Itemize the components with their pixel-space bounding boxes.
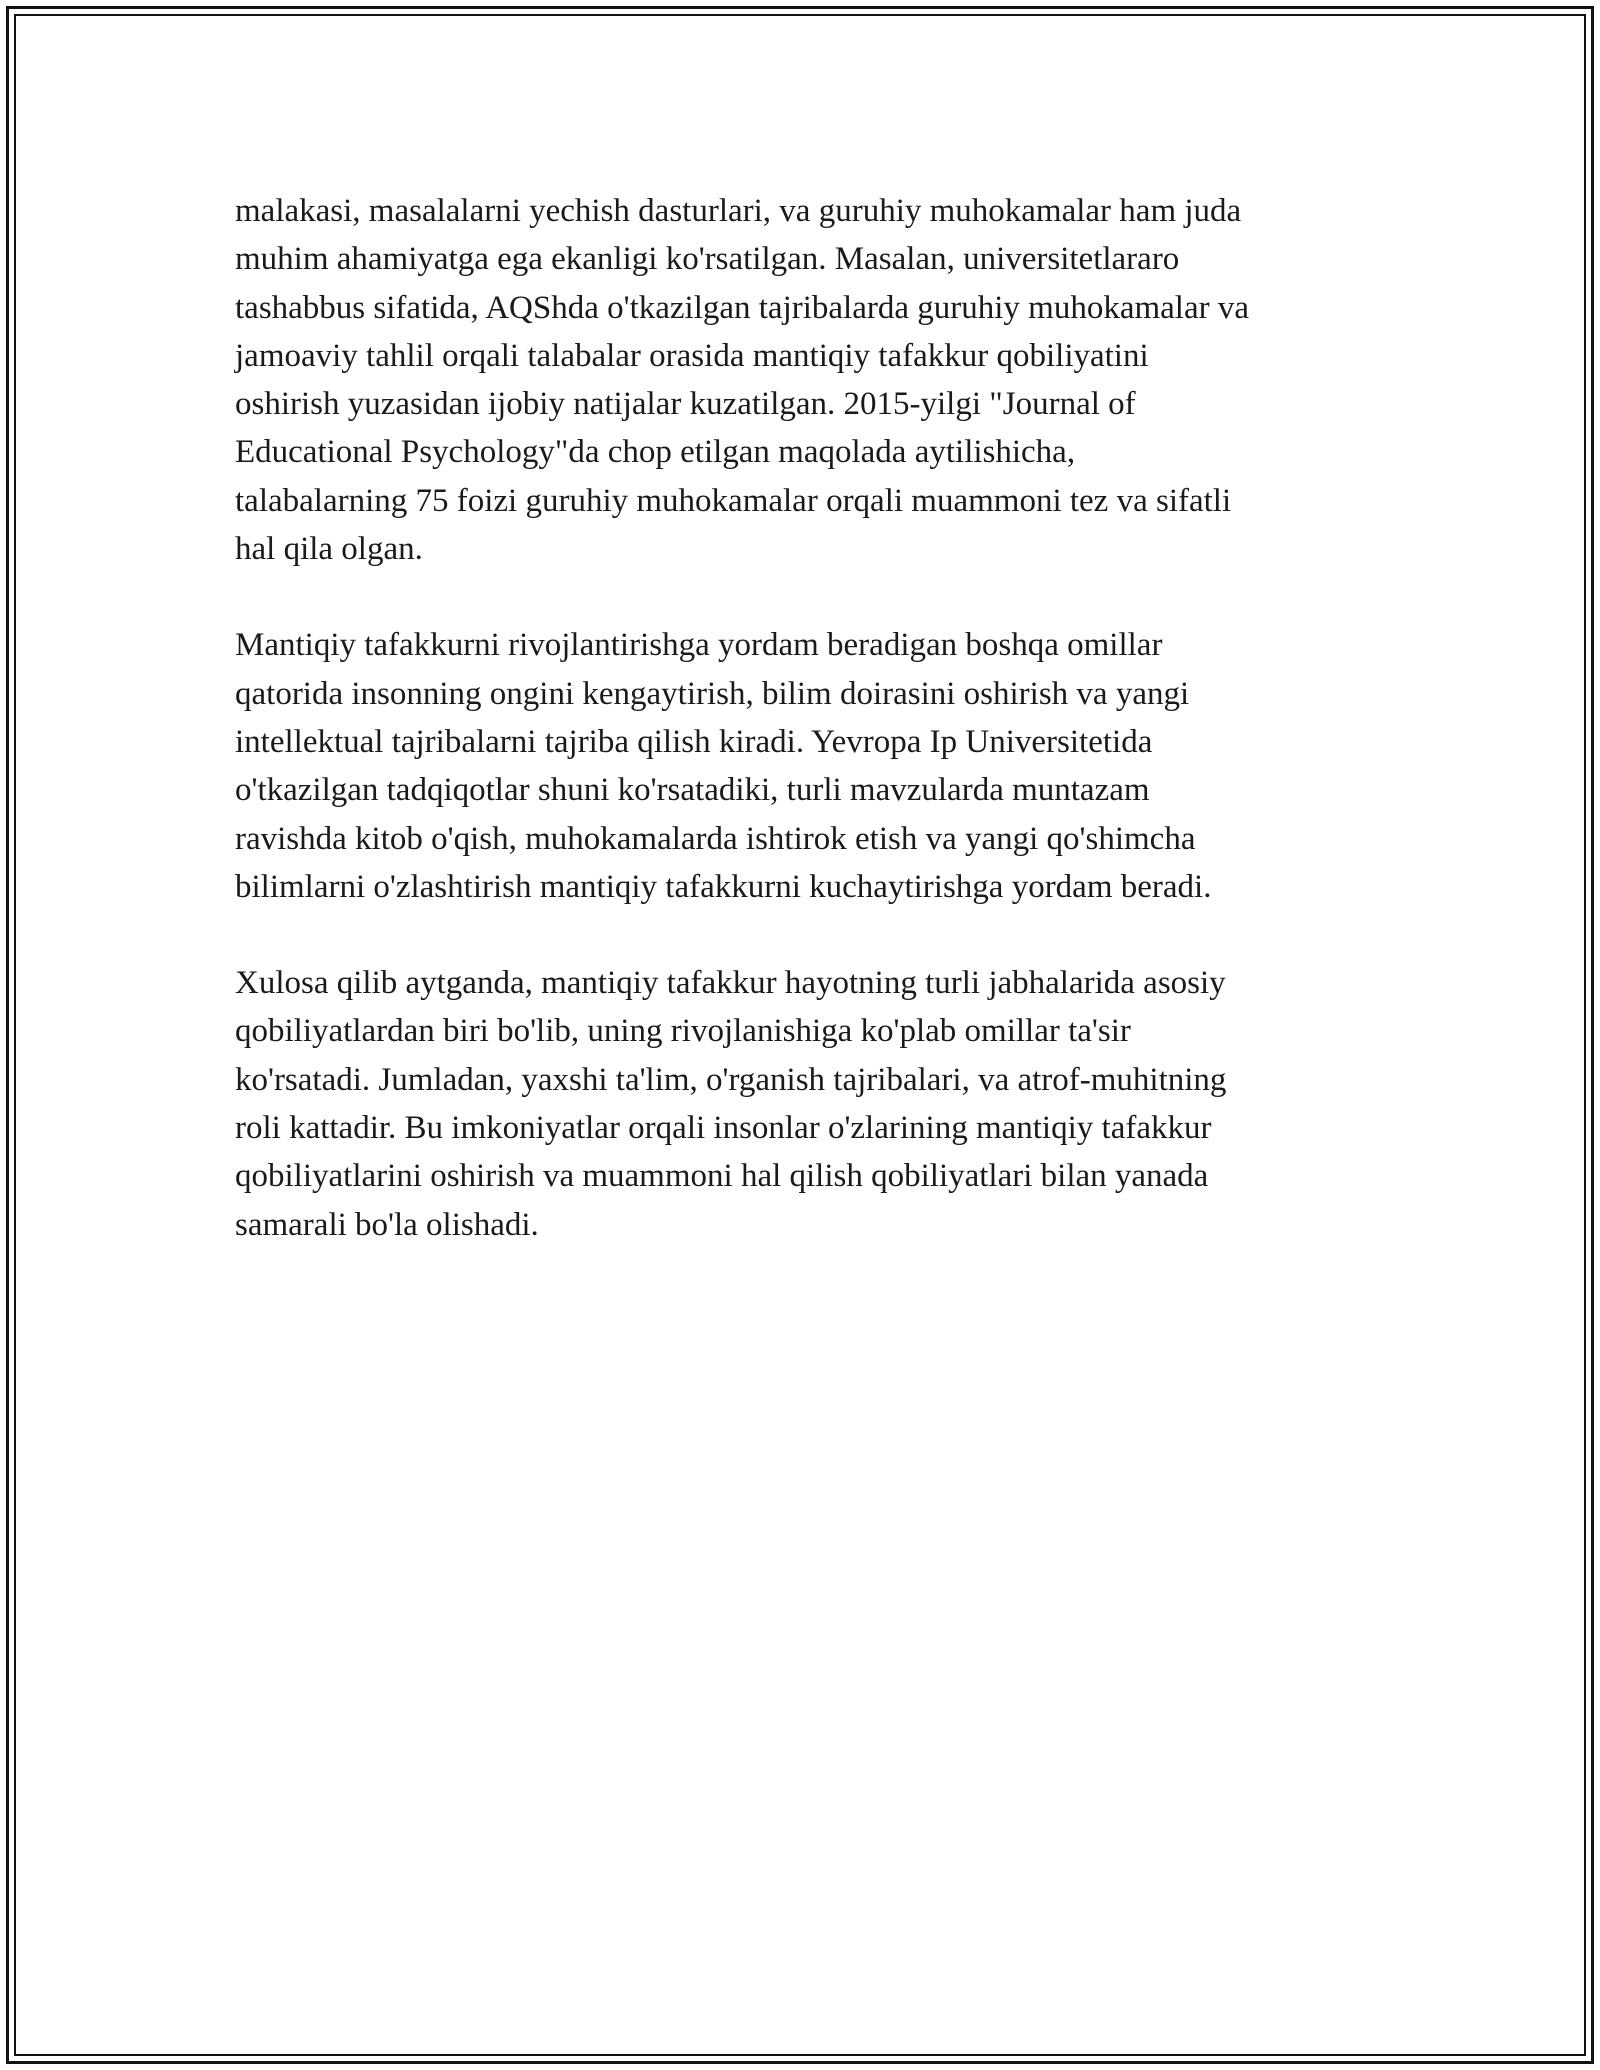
text-line: qatorida insonning ongini kengaytirish, bilim doirasini oshirish va yangi <box>235 675 1190 712</box>
text-line: talabalarning 75 foizi guruhiy muhokamalar orqali muammoni tez va sifatli <box>235 482 1232 519</box>
paragraph-3 <box>235 959 1375 1249</box>
paragraph-1 <box>235 187 1375 573</box>
text-line: jamoaviy tahlil orqali talabalar orasida mantiqiy tafakkur qobiliyatini <box>235 337 1149 374</box>
text-line: intellektual tajribalarni tajriba qilish kiradi. Yevropa Ip Universitetida <box>235 723 1153 760</box>
text-line: qobiliyatlarini oshirish va muammoni hal qilish qobiliyatlari bilan yanada <box>235 1158 1209 1195</box>
text-line: Xulosa qilib aytganda, mantiqiy tafakkur hayotning turli jabhalarida asosiy <box>235 965 1226 1002</box>
text-line: qobiliyatlardan biri bo'lib, uning rivojlanishiga ko'plab omillar ta'sir <box>235 1013 1131 1050</box>
document-body <box>235 187 1375 1297</box>
text-line: hal qila olgan. <box>235 531 423 568</box>
text-line: malakasi, masalalarni yechish dasturlari, va guruhiy muhokamalar ham juda <box>235 193 1242 229</box>
text-line: samarali bo'la olishadi. <box>235 1206 539 1243</box>
text-line: bilimlarni o'zlashtirish mantiqiy tafakkurni kuchaytirishga yordam beradi. <box>235 868 1212 905</box>
paragraph-2 <box>235 621 1375 911</box>
text-line: roli kattadir. Bu imkoniyatlar orqali insonlar o'zlarining mantiqiy tafakkur <box>235 1110 1212 1147</box>
text-line: o'tkazilgan tadqiqotlar shuni ko'rsatadiki, turli mavzularda muntazam <box>235 772 1150 809</box>
text-line: ravishda kitob o'qish, muhokamalarda ishtirok etish va yangi qo'shimcha <box>235 820 1196 857</box>
text-line: muhim ahamiyatga ega ekanligi ko'rsatilgan. Masalan, universitetlararo <box>235 241 1180 278</box>
text-line: Mantiqiy tafakkurni rivojlantirishga yordam beradigan boshqa omillar <box>235 627 1163 664</box>
text-line: oshirish yuzasidan ijobiy natijalar kuzatilgan. 2015-yilgi "Journal of <box>235 386 1136 423</box>
text-line: tashabbus sifatida, AQShda o'tkazilgan tajribalarda guruhiy muhokamalar va <box>235 289 1249 326</box>
text-line: Educational Psychology"da chop etilgan maqolada aytilishicha, <box>235 434 1076 471</box>
text-line: ko'rsatadi. Jumladan, yaxshi ta'lim, o'rganish tajribalari, va atrof-muhitning <box>235 1061 1227 1098</box>
